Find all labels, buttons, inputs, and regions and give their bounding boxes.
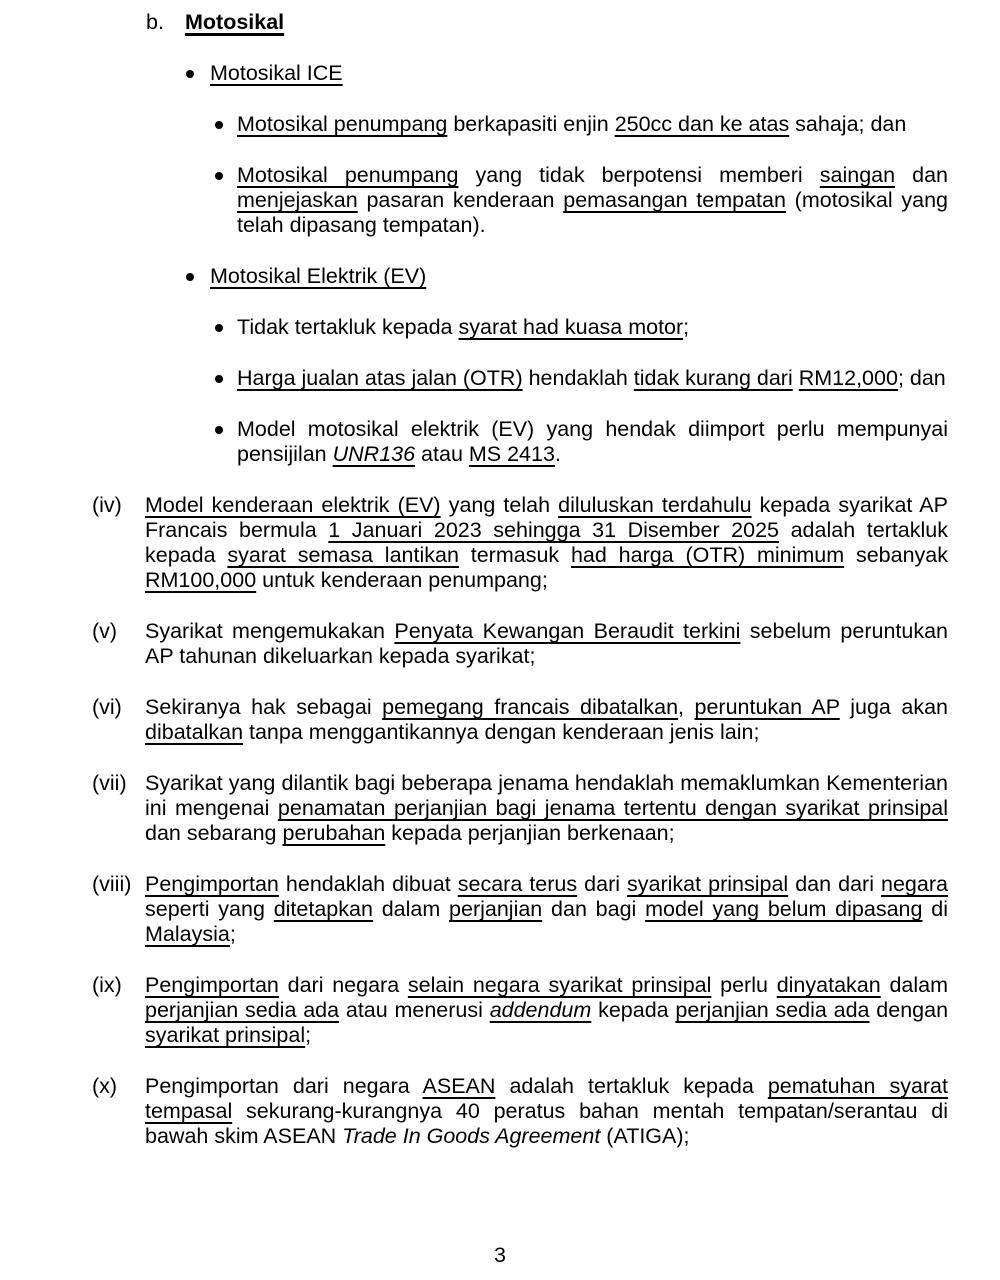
- text-run: hendaklah dibuat: [278, 872, 458, 896]
- paragraph-text: [185, 10, 948, 35]
- text-run: menjejaskan: [237, 188, 358, 212]
- text-run: Model motosikal elektrik (EV) yang hendak diimport perlu mempunyai pensijilan: [237, 417, 948, 466]
- text-run: ;: [683, 315, 690, 339]
- paragraph-text: [145, 1074, 948, 1149]
- text-run: selain negara syarikat prinsipal: [407, 973, 712, 997]
- paragraph-text: [237, 417, 948, 467]
- item-number: (vii): [92, 771, 127, 795]
- item-number: (viii): [92, 872, 132, 896]
- text-run: Syarikat mengemukakan: [145, 619, 395, 643]
- numbered-item-v: [92, 619, 948, 669]
- numbered-item-ix: [92, 973, 948, 1048]
- text-run: dan: [895, 163, 948, 187]
- text-run: Malaysia: [145, 922, 230, 946]
- text-run: Motosikal penumpang: [237, 112, 448, 136]
- text-run: atau menerusi: [339, 998, 490, 1022]
- bullet-item: [92, 417, 948, 467]
- text-run: model yang belum dipasang: [645, 897, 923, 921]
- text-run: sebanyak: [844, 543, 949, 567]
- text-run: Syarikat yang dilantik bagi beberapa jenama hendaklah memaklumkan Kementerian ini mengenai: [145, 771, 948, 820]
- paragraph-text: [210, 61, 948, 86]
- text-run: ; dan: [897, 366, 946, 390]
- bullet-icon: [186, 273, 194, 281]
- text-run: 250cc dan ke atas: [614, 112, 790, 136]
- text-run: syarat semasa lantikan: [227, 543, 459, 567]
- text-run: seperti yang: [145, 897, 274, 921]
- text-run: hendaklah: [522, 366, 634, 390]
- text-run: syarat had kuasa motor: [458, 315, 684, 339]
- text-run: dengan: [869, 998, 949, 1022]
- numbered-item-viii: [92, 872, 948, 947]
- text-run: Pengimportan dari negara: [145, 1074, 423, 1098]
- text-run: yang telah: [440, 493, 559, 517]
- item-number: (ix): [92, 973, 122, 997]
- page-number: 3: [494, 1243, 506, 1267]
- paragraph-text: [145, 771, 948, 846]
- text-run: Trade In Goods Agreement: [342, 1124, 601, 1148]
- bullet-item: [92, 264, 948, 289]
- bullet-icon: [215, 121, 223, 129]
- bullet-item: [92, 366, 948, 391]
- text-run: Penyata Kewangan Beraudit terkini: [394, 619, 741, 643]
- bullet-item: [92, 163, 948, 238]
- paragraph-text: [237, 366, 948, 391]
- paragraph-text: [145, 872, 948, 947]
- text-run: dibatalkan: [145, 720, 244, 744]
- text-run: kepada: [591, 998, 676, 1022]
- item-number: (v): [92, 619, 118, 643]
- text-run: atau: [415, 442, 469, 466]
- text-run: tidak kurang dari: [633, 366, 793, 390]
- numbered-item-x: [92, 1074, 948, 1149]
- text-run: juga akan: [839, 695, 948, 719]
- bullet-item: [92, 315, 948, 340]
- item-number: (vi): [92, 695, 122, 719]
- text-run: ;: [305, 1023, 312, 1047]
- numbered-item-iv: [92, 493, 948, 593]
- text-run: untuk kenderaan penumpang;: [256, 568, 548, 592]
- paragraph-text: [210, 264, 948, 289]
- text-run: 1 Januari 2023 sehingga 31 Disember 2025: [328, 518, 780, 542]
- text-run: penamatan perjanjian bagi jenama tertentu dengan syarikat prinsipal: [277, 796, 949, 820]
- text-run: yang tidak berpotensi memberi: [458, 163, 820, 187]
- text-run: sebelum peruntukan AP tahunan dikeluarkan kepada syarikat;: [145, 619, 949, 668]
- text-run: secara terus: [457, 872, 578, 896]
- text-run: perlu: [711, 973, 777, 997]
- text-run: ;: [229, 922, 236, 946]
- text-run: UNR136: [332, 442, 416, 466]
- text-run: perubahan: [282, 821, 386, 845]
- text-run: Sekiranya hak sebagai: [145, 695, 383, 719]
- text-run: pematuhan syarat tempasal: [145, 1074, 948, 1123]
- text-run: dan dari: [788, 872, 882, 896]
- bullet-icon: [186, 70, 194, 78]
- bullet-icon: [215, 324, 223, 332]
- paragraph-text: [145, 493, 948, 593]
- text-run: (ATIGA);: [600, 1124, 690, 1148]
- text-run: Pengimportan: [145, 973, 279, 997]
- paragraph-text: [237, 315, 948, 340]
- item-number: (iv): [92, 493, 122, 517]
- text-run: dalam: [880, 973, 949, 997]
- text-run: Motosikal: [185, 10, 285, 34]
- text-run: syarikat prinsipal: [145, 1023, 306, 1047]
- text-run: RM100,000: [145, 568, 257, 592]
- paragraph-text: [145, 973, 948, 1048]
- text-run: termasuk: [458, 543, 571, 567]
- text-run: kepada perjanjian berkenaan;: [385, 821, 675, 845]
- text-run: dari negara: [278, 973, 408, 997]
- text-run: tanpa menggantikannya dengan kenderaan jenis lain;: [243, 720, 760, 744]
- numbered-item-vi: [92, 695, 948, 745]
- text-run: syarikat prinsipal: [627, 872, 789, 896]
- text-run: perjanjian: [449, 897, 543, 921]
- text-run: Tidak tertakluk kepada: [237, 315, 459, 339]
- bullet-item: [92, 112, 948, 137]
- text-run: Motosikal ICE: [210, 61, 343, 85]
- text-run: addendum: [489, 998, 592, 1022]
- text-run: MS 2413: [468, 442, 555, 466]
- section-heading: [92, 10, 948, 35]
- text-run: sahaja; dan: [789, 112, 907, 136]
- text-run: RM12,000: [798, 366, 898, 390]
- bullet-icon: [215, 426, 223, 434]
- numbered-item-vii: [92, 771, 948, 846]
- item-number: (x): [92, 1074, 118, 1098]
- document-content: [92, 10, 948, 1149]
- text-run: dinyatakan: [776, 973, 881, 997]
- text-run: pemegang francais dibatalkan: [382, 695, 679, 719]
- text-run: .: [554, 442, 561, 466]
- text-run: diluluskan terdahulu: [558, 493, 752, 517]
- text-run: pasaran kenderaan: [357, 188, 564, 212]
- text-run: Motosikal penumpang: [237, 163, 459, 187]
- bullet-icon: [215, 172, 223, 180]
- text-run: (motosikal yang telah dipasang tempatan).: [237, 188, 948, 237]
- paragraph-text: [237, 163, 948, 238]
- text-run: pemasangan tempatan: [563, 188, 786, 212]
- text-run: saingan: [819, 163, 896, 187]
- text-run: ASEAN: [422, 1074, 496, 1098]
- section-label: b.: [146, 10, 164, 34]
- text-run: adalah tertakluk kepada: [495, 1074, 768, 1098]
- bullet-item: [92, 61, 948, 86]
- bullet-icon: [215, 375, 223, 383]
- text-run: had harga (OTR) minimum: [570, 543, 845, 567]
- text-run: ditetapkan: [273, 897, 373, 921]
- text-run: dan bagi: [542, 897, 646, 921]
- text-run: kepada syarikat AP Francais bermula: [145, 493, 948, 542]
- text-run: dan sebarang: [145, 821, 283, 845]
- paragraph-text: [237, 112, 948, 137]
- paragraph-text: [145, 619, 948, 669]
- paragraph-text: [145, 695, 948, 745]
- text-run: berkapasiti enjin: [447, 112, 615, 136]
- text-run: peruntukan AP: [694, 695, 840, 719]
- text-run: sekurang-kurangnya 40 peratus bahan mentah tempatan/serantau di bawah skim ASEAN: [145, 1099, 948, 1148]
- text-run: perjanjian sedia ada: [145, 998, 340, 1022]
- text-run: perjanjian sedia ada: [675, 998, 870, 1022]
- text-run: Model kenderaan elektrik (EV): [145, 493, 441, 517]
- text-run: ,: [678, 695, 695, 719]
- text-run: dari: [577, 872, 628, 896]
- text-run: Pengimportan: [145, 872, 279, 896]
- text-run: negara: [881, 872, 948, 896]
- text-run: di: [922, 897, 948, 921]
- text-run: adalah tertakluk kepada: [145, 518, 948, 567]
- text-run: Harga jualan atas jalan (OTR): [237, 366, 523, 390]
- text-run: Motosikal Elektrik (EV): [210, 264, 427, 288]
- text-run: dalam: [372, 897, 450, 921]
